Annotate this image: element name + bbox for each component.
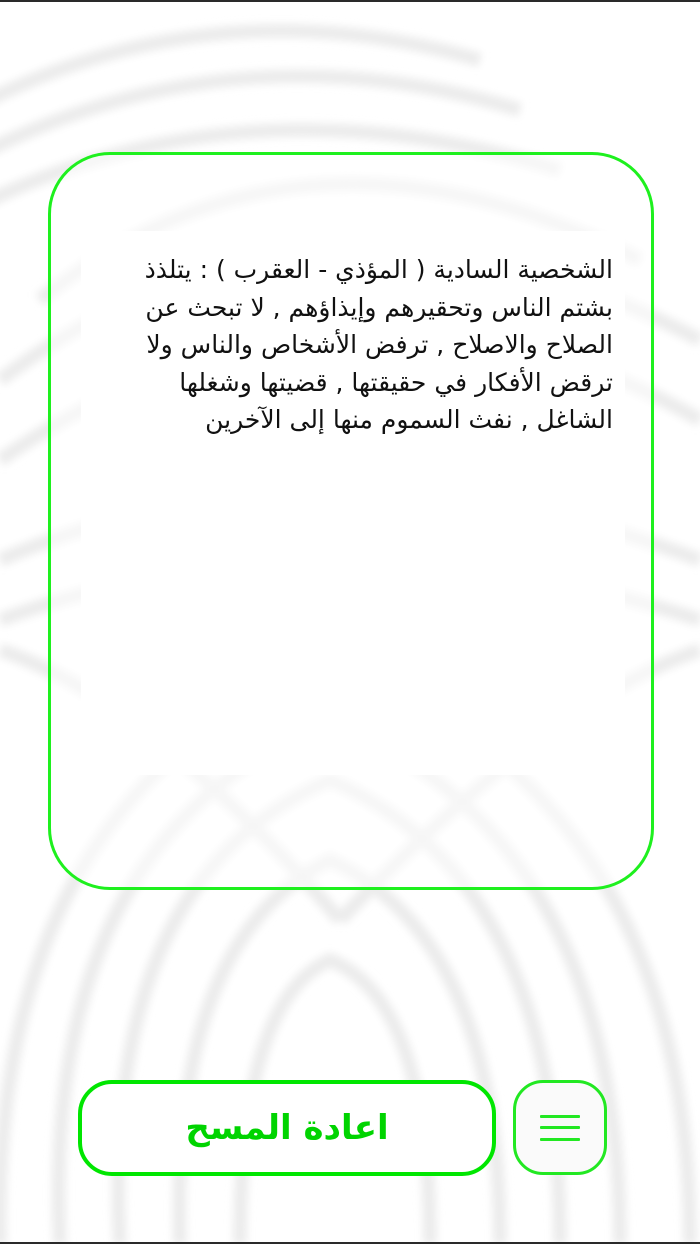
menu-button[interactable]: [513, 1080, 607, 1175]
result-card: [48, 152, 654, 890]
result-text-area: [81, 231, 625, 775]
rescan-button[interactable]: [78, 1080, 496, 1176]
hamburger-menu-icon: [540, 1115, 580, 1141]
personality-description: الشخصية السادية ( المؤذي - العقرب ) : يتلذذ بشتم الناس وتحقيرهم وإيذاؤهم , لا تبحث عن الصلاح والاصلاح , ترفض الأشخاص والناس ولا ترقض الأفكار في حقيقتها , قضيتها وشغلها الشاغل , نفث السموم منها إلى الآخرين: [144, 255, 613, 434]
rescan-button-label: اعادة المسح: [185, 1108, 389, 1148]
